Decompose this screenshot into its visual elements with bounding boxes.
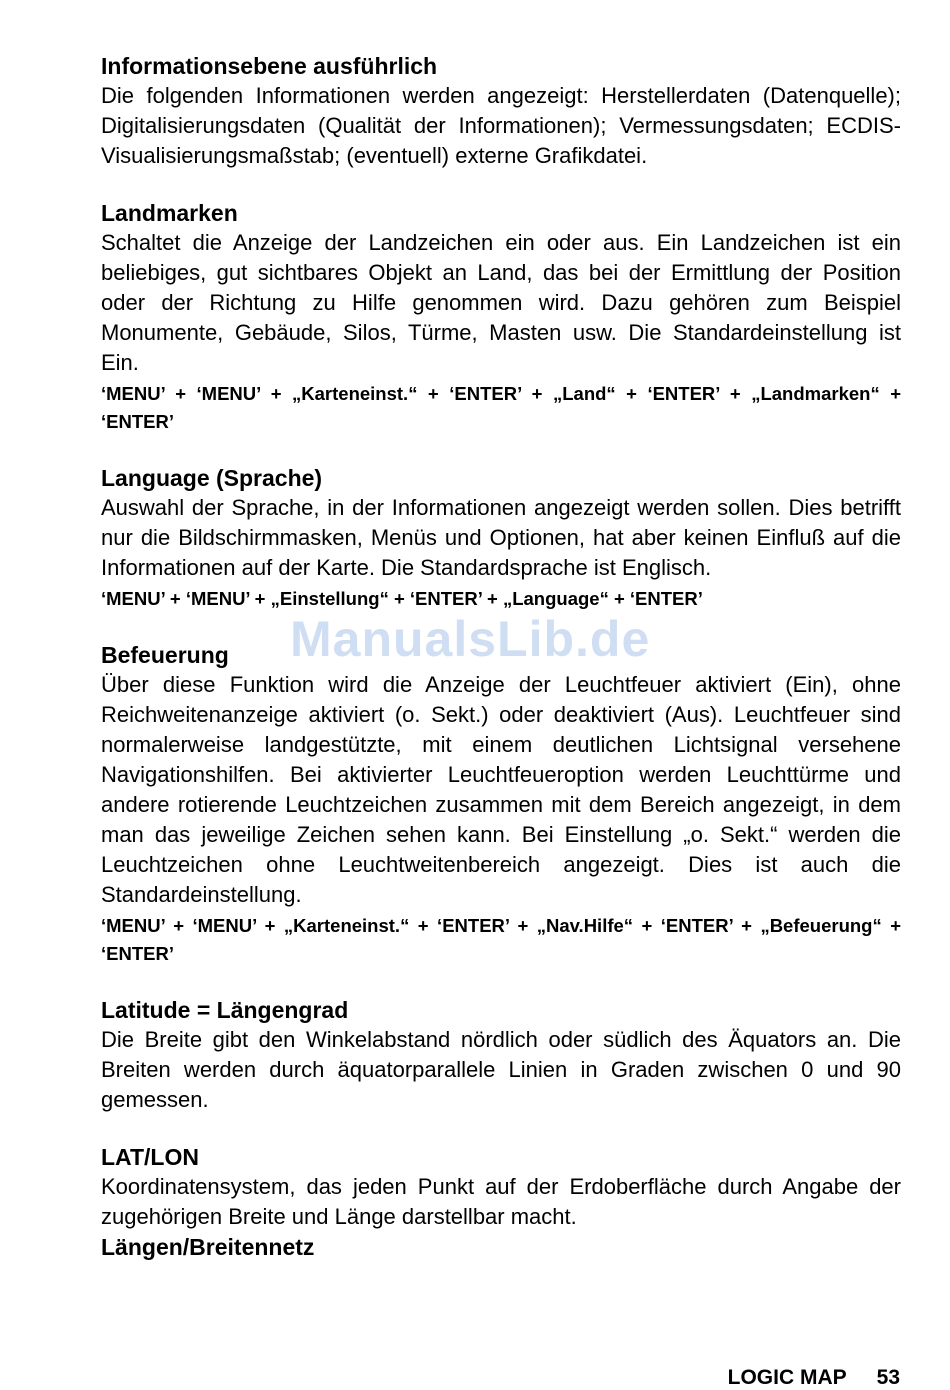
page-number: 53 xyxy=(876,1366,900,1389)
footer-title: LOGIC MAP xyxy=(727,1366,847,1389)
entry-body: Über diese Funktion wird die Anzeige der Leuchtfeuer aktiviert (Ein), ohne Reichweitenanzeige aktiviert (o. Sekt.) oder deaktiviert (Aus). Leuchtfeuer sind normalerweise landgestützte, mit einem deutlichen Lichtsignal versehene Navigationshilfen. Bei aktivierter Leuchtfeueroption werden Leuchttürme und andere rotierende Leuchtzeichen zusammen mit dem Bereich angezeigt, in dem man das jeweilige Zeichen sehen kann. Bei Einstellung „o. Sekt.“ werden die Leuchtzeichen ohne Leuchtweitenbereich angezeigt. Dies ist auch die Standardeinstellung. xyxy=(101,672,901,907)
entry-body: Koordinatensystem, das jeden Punkt auf der Erdoberfläche durch Angabe der zugehörigen Breite und Länge darstellbar macht. xyxy=(101,1174,901,1229)
entry-language xyxy=(101,463,901,613)
menu-command-path: ‘MENU’ + ‘MENU’ + „Einstellung“ + ‘ENTER’ + „Language“ + ‘ENTER’ xyxy=(101,588,703,609)
entry-landmarken xyxy=(101,198,901,436)
entry-heading: Language (Sprache) xyxy=(101,465,323,491)
entry-heading: Latitude = Längengrad xyxy=(101,997,349,1023)
menu-command-path: ‘MENU’ + ‘MENU’ + „Karteneinst.“ + ‘ENTER’ + „Nav.Hilfe“ + ‘ENTER’ + „Befeuerung“ + ‘ENTER’ xyxy=(101,915,901,964)
page-footer xyxy=(728,1366,900,1390)
entry-informationsebene xyxy=(101,51,901,171)
entry-heading: Informationsebene ausführlich xyxy=(101,53,438,79)
menu-command-path: ‘MENU’ + ‘MENU’ + „Karteneinst.“ + ‘ENTER’ + „Land“ + ‘ENTER’ + „Landmarken“ + ‘ENTER’ xyxy=(101,383,901,432)
entry-heading: LAT/LON xyxy=(101,1144,199,1170)
entry-body: Die folgenden Informationen werden angezeigt: Herstellerdaten (Datenquelle); Digitalisierungsdaten (Qualität der Informationen); Vermessungsdaten; ECDIS-Visualisierungsmaßstab; (eventuell) externe Grafikdatei. xyxy=(101,83,901,168)
watermark-logo: ManualsLib.de xyxy=(290,611,651,667)
entry-body: Auswahl der Sprache, in der Informationen angezeigt werden sollen. Dies betrifft nur die Bildschirmmasken, Menüs und Optionen, hat aber keinen Einfluß auf die Informationen auf der Karte. Die Standardsprache ist Englisch. xyxy=(101,495,901,580)
entry-heading: Landmarken xyxy=(101,200,238,226)
trailing-heading: Längen/Breitennetz xyxy=(101,1234,315,1260)
entry-heading: Befeuerung xyxy=(101,642,229,668)
entry-body: Die Breite gibt den Winkelabstand nördlich oder südlich des Äquators an. Die Breiten werden durch äquatorparallele Linien in Graden zwischen 0 und 90 gemessen. xyxy=(101,1027,901,1112)
entry-lat-lon xyxy=(101,1142,901,1262)
entry-latitude xyxy=(101,995,901,1115)
entry-body: Schaltet die Anzeige der Landzeichen ein oder aus. Ein Landzeichen ist ein beliebiges, gut sichtbares Objekt an Land, das bei der Ermittlung der Position oder der Richtung zu Hilfe genommen wird. Dazu gehören zum Beispiel Monumente, Gebäude, Silos, Türme, Masten usw. Die Standardeinstellung ist Ein. xyxy=(101,230,901,375)
document-page xyxy=(101,51,901,1262)
entry-befeuerung xyxy=(101,640,901,968)
